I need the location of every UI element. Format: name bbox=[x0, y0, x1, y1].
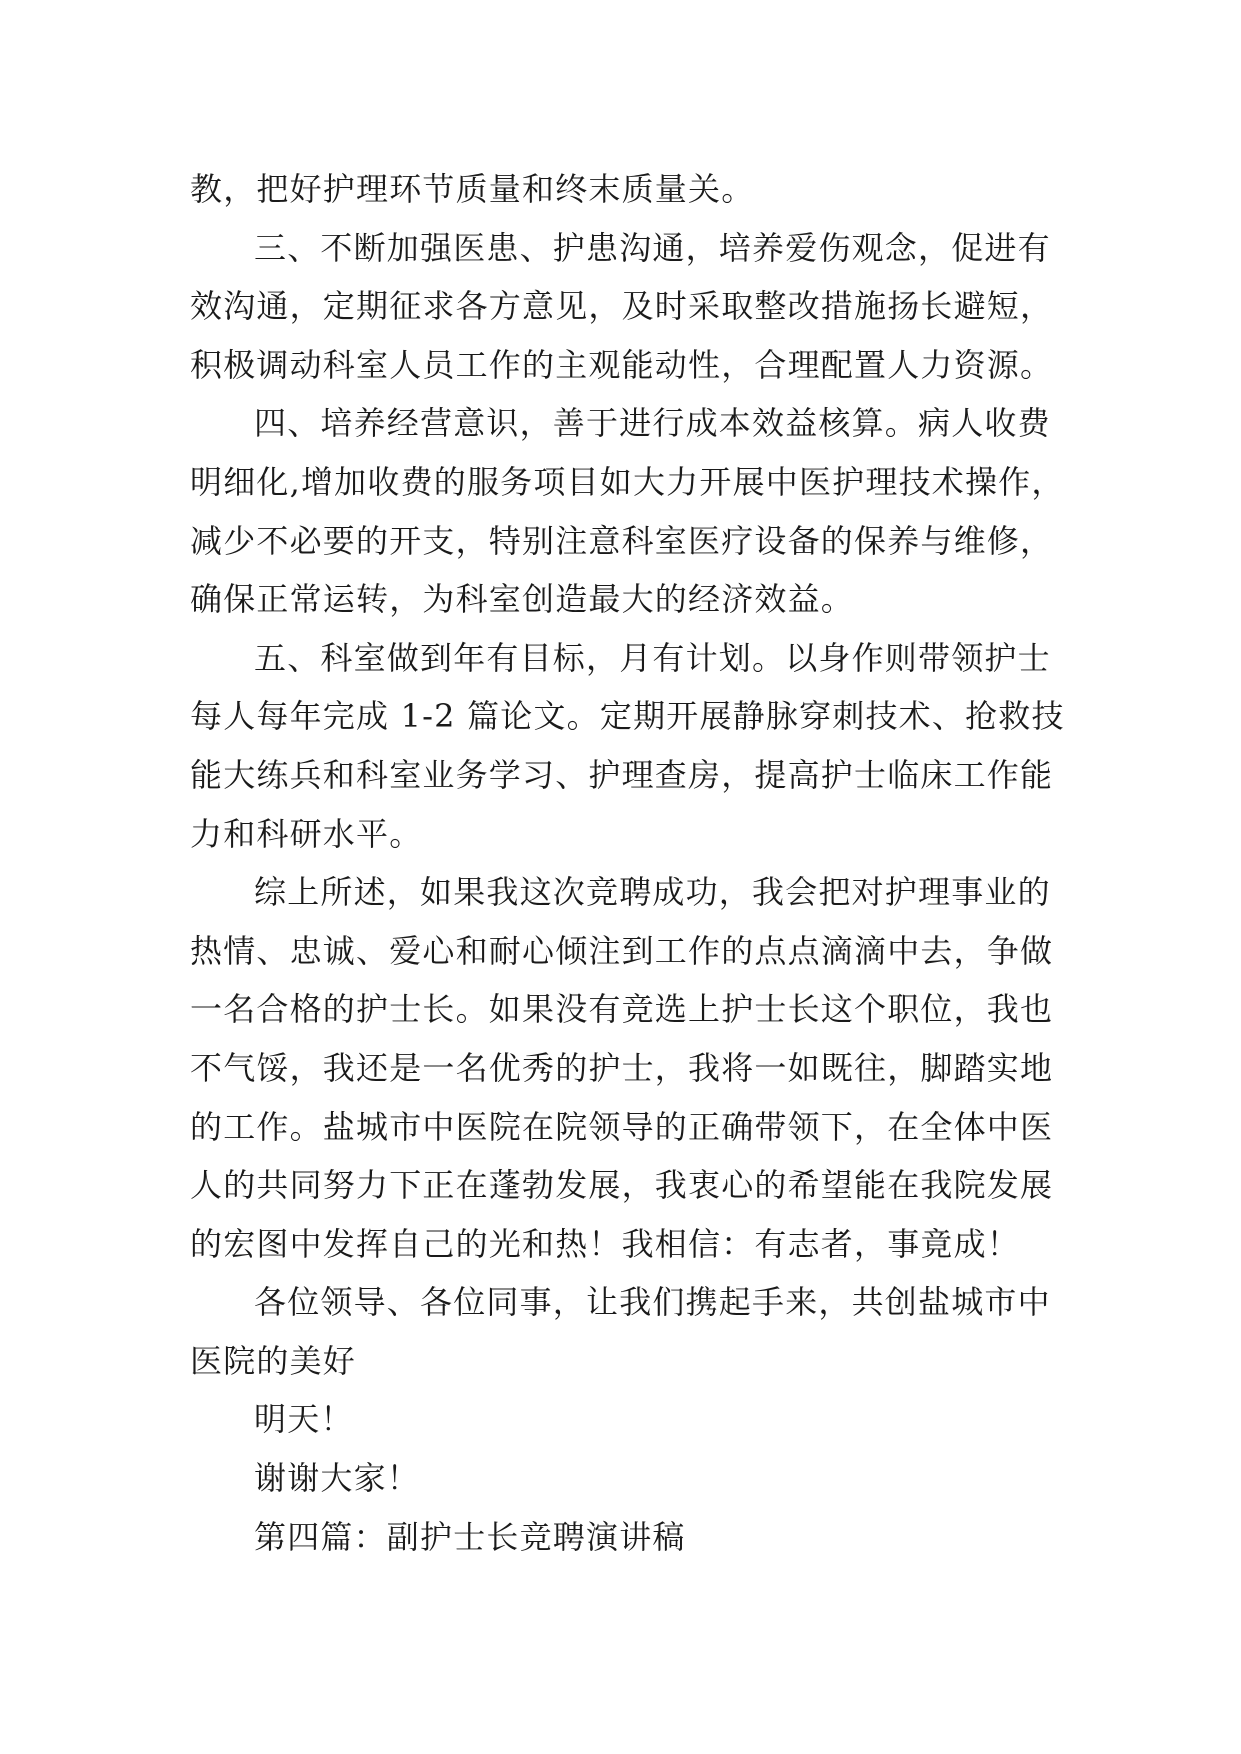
document-text-line: 第四篇：副护士长竞聘演讲稿 bbox=[254, 1517, 686, 1556]
document-text-line: 效沟通，定期征求各方意见，及时采取整改措施扬长避短， bbox=[190, 287, 1054, 326]
document-text-line: 四、培养经营意识，善于进行成本效益核算。病人收费 bbox=[254, 404, 1051, 443]
document-text-line: 一名合格的护士长。如果没有竞选上护士长这个职位，我也 bbox=[190, 990, 1054, 1029]
document-text-line: 三、不断加强医患、护患沟通，培养爱伤观念，促进有 bbox=[254, 228, 1051, 267]
document-body bbox=[190, 160, 1065, 1566]
document-text-line: 的工作。盐城市中医院在院领导的正确带领下，在全体中医 bbox=[190, 1107, 1054, 1146]
document-text-line: 积极调动科室人员工作的主观能动性，合理配置人力资源。 bbox=[190, 345, 1054, 384]
document-text-line: 热情、忠诚、爱心和耐心倾注到工作的点点滴滴中去，争做 bbox=[190, 931, 1054, 970]
document-text-line: 五、科室做到年有目标，月有计划。以身作则带领护士 bbox=[254, 638, 1051, 677]
document-text-line: 谢谢大家！ bbox=[254, 1459, 421, 1498]
document-text-line: 明细化,增加收费的服务项目如大力开展中医护理技术操作， bbox=[190, 462, 1065, 501]
document-text-line: 力和科研水平。 bbox=[190, 814, 423, 853]
document-text-line: 综上所述，如果我这次竞聘成功，我会把对护理事业的 bbox=[254, 873, 1051, 912]
document-text-line: 能大练兵和科室业务学习、护理查房，提高护士临床工作能 bbox=[190, 755, 1054, 794]
document-text-line: 教，把好护理环节质量和终末质量关。 bbox=[190, 170, 755, 208]
document-text-line: 减少不必要的开支，特别注意科室医疗设备的保养与维修， bbox=[190, 521, 1054, 560]
document-text-line: 各位领导、各位同事，让我们携起手来，共创盐城市中 bbox=[254, 1283, 1051, 1322]
document-text-line: 不气馁，我还是一名优秀的护士，我将一如既往，脚踏实地 bbox=[190, 1048, 1054, 1087]
document-text-line: 每人每年完成 1-2 篇论文。定期开展静脉穿刺技术、抢救技 bbox=[190, 697, 1065, 736]
document-text-line: 确保正常运转，为科室创造最大的经济效益。 bbox=[190, 580, 855, 619]
document-text-line: 明天！ bbox=[254, 1400, 354, 1439]
document-text-line: 人的共同努力下正在蓬勃发展，我衷心的希望能在我院发展 bbox=[190, 1166, 1054, 1205]
document-text-line: 的宏图中发挥自己的光和热！我相信：有志者，事竟成！ bbox=[190, 1224, 1021, 1263]
document-text-line: 医院的美好 bbox=[190, 1341, 357, 1380]
